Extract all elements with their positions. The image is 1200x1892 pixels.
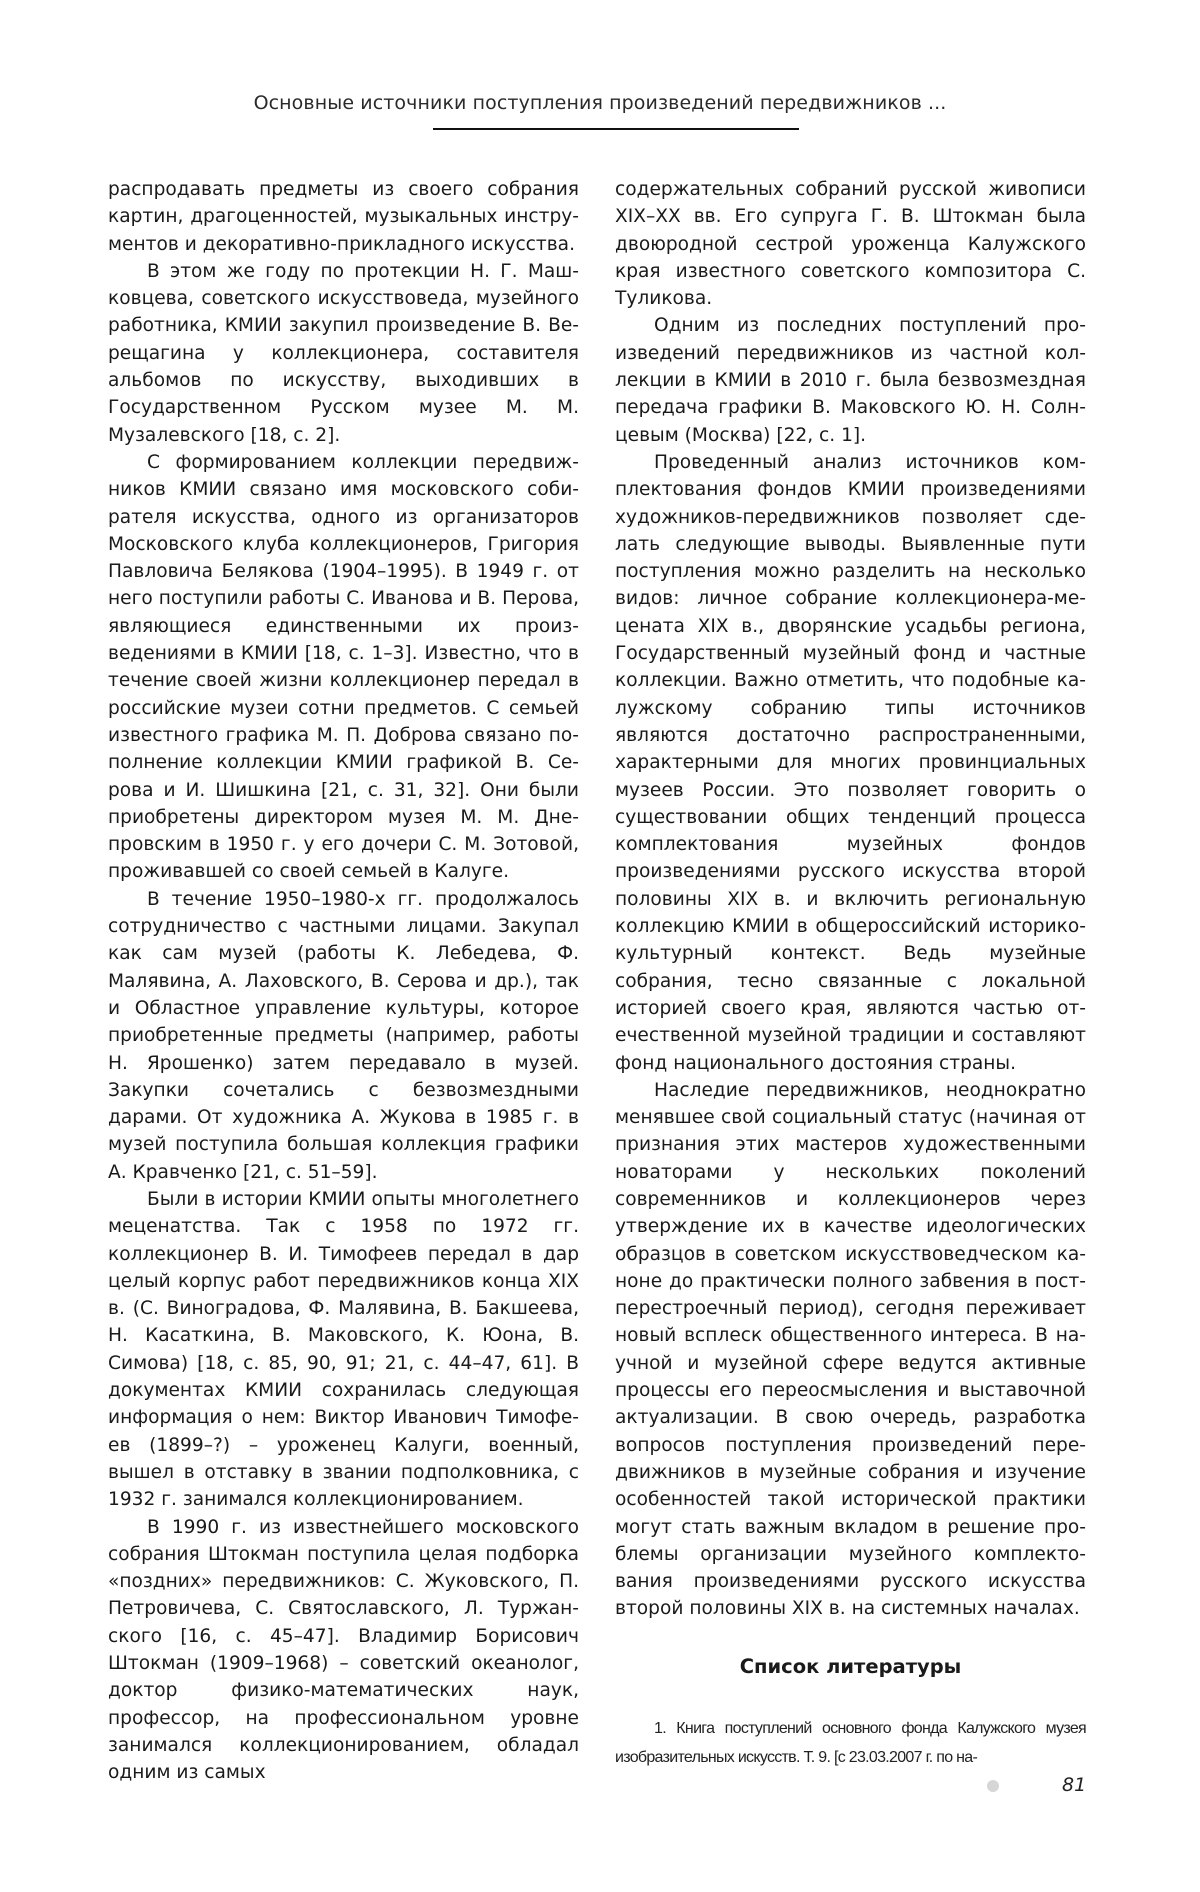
left-column	[108, 176, 579, 1787]
page-marker-dot	[987, 1780, 999, 1792]
page-number: 81	[1062, 1774, 1087, 1796]
paragraph: Проведенный анализ источников комплектования фондов КМИИ произведениями художников-передвижников позволяет сделать следующие выводы. Выявленные пути поступления можно разделить на несколько видов: личное собрание коллекционера-мецената XIX в., дворянские усадьбы региона, Государственный музейный фонд и частные коллекции. Важно отметить, что подобные калужскому собранию типы источников являются достаточно распространенными, характерными для многих провинциальных музеев России. Это позволяет говорить о существовании общих тенденций процесса комплектования музейных фондов произведениями русского искусства второй половины XIX в. и включить региональную коллекцию КМИИ в общероссийский историко-культурный контекст. Ведь музейные собрания, тесно связанные с локальной историей своего края, являются частью отечественной музейной традиции и составляют фонд национального достояния страны.	[615, 451, 1086, 1074]
paragraph: Одним из последних поступлений произведений передвижников из частной коллекции в КМИИ в 2010 г. была безвозмездная передача графики В. Маковского Ю. Н. Солнцевым (Москва) [22, с. 1].	[615, 315, 1086, 446]
paragraph: В этом же году по протекции Н. Г. Машковцева, советского искусствоведа, музейного работника, КМИИ закупил произведение В. Верещагина у коллекционера, составителя альбомов по искусству, выходивших в Государственном Русском музее М. М. Музалевского [18, с. 2].	[108, 260, 579, 446]
header-rule	[433, 128, 799, 130]
paragraph: В 1990 г. из известнейшего московского собрания Штокман поступила целая подборка «поздних» передвижников: С. Жуковского, П. Петровичева, С. Святославского, Л. Туржанского [16, с. 45–47]. Владимир Борисович Штокман (1909–1968) – советский океанолог, доктор физико-математических наук, профессор, на профессиональном уровне занимался коллекционированием, обладал одним из самых	[108, 1516, 579, 1784]
references-title: Список литературы	[739, 1654, 962, 1678]
paragraph: распродавать предметы из своего собрания картин, драгоценностей, музыкальных инструментов и декоративно-прикладного искусства.	[108, 179, 579, 255]
paragraph: С формированием коллекции передвижников КМИИ связано имя московского собирателя искусства, одного из организаторов Московского клуба коллекционеров, Григория Павловича Белякова (1904–1995). В 1949 г. от него поступили работы С. Иванова и В. Перова, являющиеся единственными их произведениями в КМИИ [18, с. 1–3]. Известно, что в течение своей жизни коллекционер передал в российские музеи сотни предметов. С семьей известного графика М. П. Доброва связано пополнение коллекции КМИИ графикой В. Серова и И. Шишкина [21, с. 31, 32]. Они были приобретены директором музея М. М. Днепровским в 1950 г. у его дочери С. М. Зотовой, проживавшей со своей семьей в Калуге.	[108, 451, 579, 883]
paragraph: содержательных собраний русской живописи XIX–XX вв. Его супруга Г. В. Штокман была двоюродной сестрой уроженца Калужского края известного советского композитора С. Туликова.	[615, 179, 1086, 310]
reference-item: 1. Книга поступлений основного фонда Калужского музея изобразительных искусств. Т. 9. [с 23.03.2007 г. по на-	[615, 1720, 1086, 1767]
paragraph: В течение 1950–1980-х гг. продолжалось сотрудничество с частными лицами. Закупал как сам музей (работы К. Лебедева, Ф. Малявина, А. Лаховского, В. Серова и др.), так и Областное управление культуры, которое приобретенные предметы (например, работы Н. Ярошенко) затем передавало в музей. Закупки сочетались с безвозмездными дарами. От художника А. Жукова в 1985 г. в музей поступила большая коллекция графики А. Кравченко [21, с. 51–59].	[108, 888, 579, 1183]
paragraph: Были в истории КМИИ опыты многолетнего меценатства. Так с 1958 по 1972 гг. коллекционер В. И. Тимофеев передал в дар целый корпус работ передвижников конца XIX в. (С. Виноградова, Ф. Малявина, В. Бакшеева, Н. Касаткина, В. Маковского, К. Юона, В. Симова) [18, с. 85, 90, 91; 21, с. 44–47, 61]. В документах КМИИ сохранилась следующая информация о нем: Виктор Иванович Тимофеев (1899–?) – уроженец Калуги, военный, вышел в отставку в звании подполковника, с 1932 г. занимался коллекционированием.	[108, 1188, 579, 1511]
right-column	[615, 176, 1086, 1772]
paragraph: Наследие передвижников, неоднократно менявшее свой социальный статус (начиная от признания этих мастеров художественными новаторами у нескольких поколений современников и коллекционеров через утверждение их в качестве идеологических образцов в советском искусствоведческом каноне до практически полного забвения в постперестроечный период), сегодня переживает новый всплеск общественного интереса. В научной и музейной сфере ведутся активные процессы его переосмысления и выставочной актуализации. В свою очередь, разработка вопросов поступления произведений передвижников в музейные собрания и изучение особенностей такой исторической практики могут стать важным вкладом в решение проблемы организации музейного комплектования произведениями русского искусства второй половины XIX в. на системных началах.	[615, 1079, 1086, 1620]
running-header: Основные источники поступления произведений передвижников ...	[253, 92, 947, 114]
